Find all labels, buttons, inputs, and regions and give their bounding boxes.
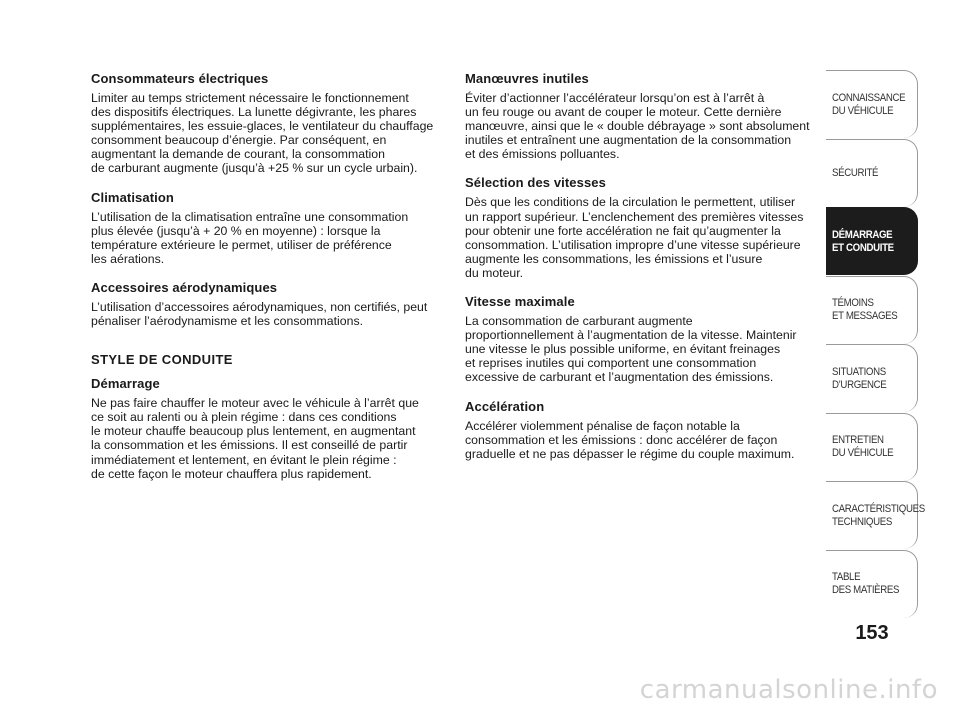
tab-table[interactable] xyxy=(826,550,918,618)
tab-label: TABLE DES MATIÈRES xyxy=(832,571,900,596)
tab-temoins[interactable] xyxy=(826,276,918,344)
tab-label: ENTRETIEN DU VÉHICULE xyxy=(832,434,894,459)
section-climatisation xyxy=(91,190,441,266)
tab-entretien[interactable] xyxy=(826,413,918,481)
tab-label: TÉMOINS ET MESSAGES xyxy=(832,297,898,322)
tab-connaissance[interactable] xyxy=(826,70,918,138)
watermark: carmanualsonline.info xyxy=(639,675,938,705)
page-number: 153 xyxy=(855,622,889,644)
tab-securite[interactable] xyxy=(826,139,918,207)
section-title: Manœuvres inutiles xyxy=(465,71,589,86)
section-demarrage xyxy=(91,376,441,481)
tab-label: SÉCURITÉ xyxy=(832,166,879,179)
section-body: Accélérer violemment pénalise de façon notable la consommation et les émissions : donc accélérer de façon graduelle et ne pas dépasser le régime du couple maximum. xyxy=(465,418,795,461)
section-title: Climatisation xyxy=(91,189,174,205)
tab-demarrage[interactable] xyxy=(826,207,918,275)
section-vitesse-max xyxy=(465,294,817,384)
right-column xyxy=(465,71,817,475)
section-accessoires xyxy=(91,280,441,328)
section-manoeuvres xyxy=(465,71,817,161)
tab-label: CARACTÉRISTIQUES TECHNIQUES xyxy=(832,502,925,528)
section-title: Accélération xyxy=(465,398,545,414)
section-body: Ne pas faire chauffer le moteur avec le véhicule à l’arrêt que ce soit au ralenti ou à plein régime : dans ces conditions le moteur chauffe beaucoup plus lentement, en augmentant la consommation et les émissions. Il est conseillé de partir immédiatement et lentement, en évitant le plein régime : de cette façon le moteur chauffera plus rapidement. xyxy=(91,396,419,481)
chapter-heading: STYLE DE CONDUITE xyxy=(91,352,233,368)
section-vitesses xyxy=(465,175,817,280)
tab-label: DÉMARRAGE ET CONDUITE xyxy=(832,228,894,254)
section-body: L’utilisation d’accessoires aérodynamiques, non certifiés, peut pénaliser l’aérodynamisme et les consommations. xyxy=(91,299,428,329)
tab-label: SITUATIONS D’URGENCE xyxy=(832,365,887,391)
section-title: Consommateurs électriques xyxy=(91,71,269,86)
section-title: Sélection des vitesses xyxy=(465,175,606,191)
section-acceleration xyxy=(465,399,817,461)
chapter-tabs xyxy=(826,70,925,618)
left-column xyxy=(91,71,441,495)
tab-caracteristiques[interactable] xyxy=(826,481,925,549)
section-body: Éviter d’actionner l’accélérateur lorsqu’on est à l’arrêt à un feu rouge ou avant de couper le moteur. Cette dernière manœuvre, ainsi que le « double débrayage » sont absolument inutiles et entraînent une augmentation de la consommation et des émissions polluantes. xyxy=(465,91,810,162)
tab-situations[interactable] xyxy=(826,344,918,412)
section-body: L’utilisation de la climatisation entraîne une consommation plus élevée (jusqu’à + 20 % en moyenne) : lorsque la température extérieure le permet, utiliser de préférence les aérations. xyxy=(91,209,409,266)
section-body: Dès que les conditions de la circulation le permettent, utiliser un rapport supérieur. L’enclenchement des premières vitesses pour obtenir une forte accélération ne fait qu’augmenter la consommation. L’utilisation impropre d’une vitesse supérieure augmente les consommations, les émissions et l’usure du moteur. xyxy=(465,195,804,280)
section-consommateurs xyxy=(91,71,441,176)
section-title: Démarrage xyxy=(91,376,160,392)
tab-label: CONNAISSANCE DU VÉHICULE xyxy=(832,91,906,117)
section-body: Limiter au temps strictement nécessaire le fonctionnement des dispositifs électriques. La lunette dégivrante, les phares supplémentaires, les essuie-glaces, le ventilateur du chauffage consomment beaucoup d’énergie. Par conséquent, en augmentant la demande de courant, la consommation de carburant augmente (jusqu’à +25 % sur un cycle urbain). xyxy=(91,91,434,176)
section-title: Accessoires aérodynamiques xyxy=(91,279,278,295)
section-body: La consommation de carburant augmente proportionnellement à l’augmentation de la vitesse. Maintenir une vitesse le plus possible uniforme, en évitant freinages et reprises inutiles qui comportent une consommation excessive de carburant et l’augmentation des émissions. xyxy=(465,314,797,385)
section-title: Vitesse maximale xyxy=(465,294,575,310)
